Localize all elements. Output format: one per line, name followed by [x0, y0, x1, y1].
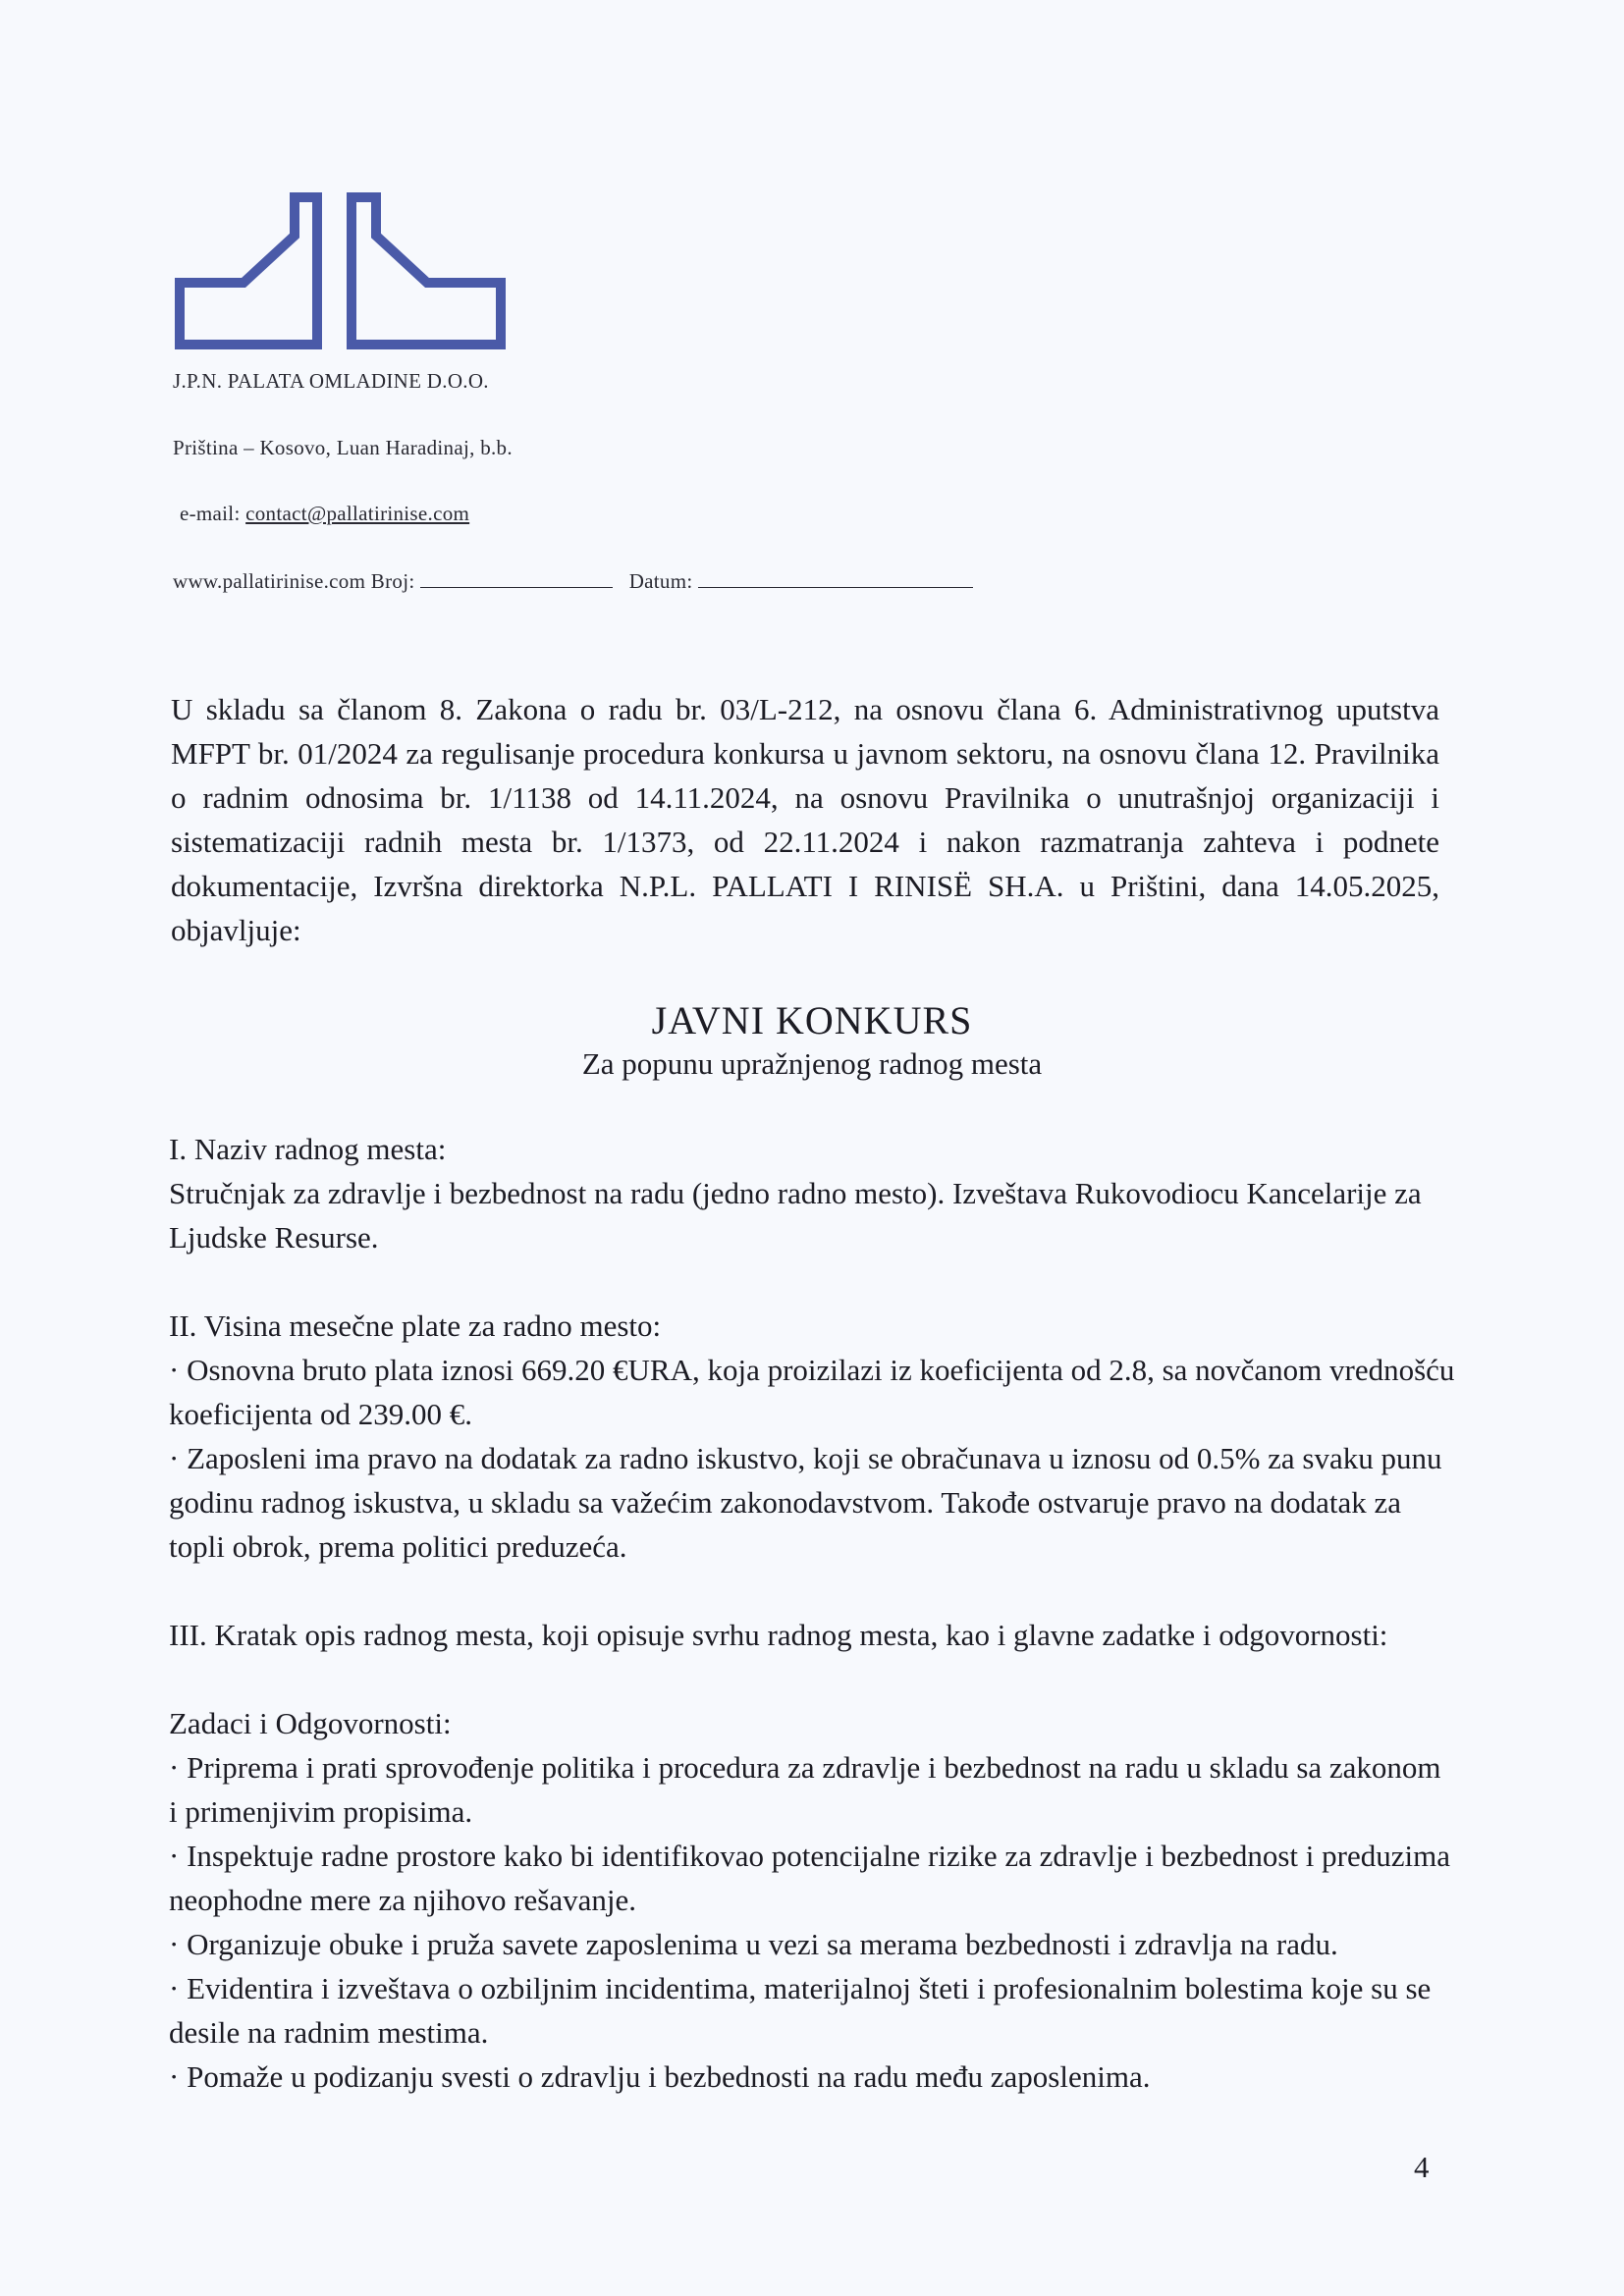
page-number: 4: [1414, 2150, 1430, 2184]
email-link[interactable]: contact@pallatirinise.com: [245, 502, 470, 525]
broj-label: Broj:: [370, 569, 415, 593]
section-1-heading: I. Naziv radnog mesta:: [169, 1132, 447, 1166]
section-3-bullet-2: · Inspektuje radne prostore kako bi identifikovao potencijalne rizike za zdravlje i bezbednost i preduzima neophodne mere za njihovo rešavanje.: [169, 1839, 1450, 1917]
company-email-line: [180, 502, 469, 526]
section-3-bullet-5: · Pomaže u podizanju svesti o zdravlju i bezbednosti na radu među zaposlenima.: [169, 2059, 1151, 2094]
website-link[interactable]: www.pallatirinise.com: [173, 569, 366, 593]
section-3-heading: III. Kratak opis radnog mesta, koji opisuje svrhu radnog mesta, kao i glavne zadatke i odgovornosti:: [169, 1618, 1388, 1652]
section-1-text: Stručnjak za zdravlje i bezbednost na radu (jedno radno mesto). Izveštava Rukovodiocu Kancelarije za Ljudske Resurse.: [169, 1176, 1422, 1255]
section-2-bullet-2: · Zaposleni ima pravo na dodatak za radno iskustvo, koji se obračunava u iznosu od 0.5% za svaku punu godinu radnog iskustva, u skladu sa važećim zakonodavstvom. Takođe ostvaruje pravo na dodatak za topli obrok, prema politici preduzeća.: [169, 1441, 1442, 1564]
email-label: e-mail:: [180, 502, 246, 525]
company-logo: [175, 192, 509, 349]
section-3-bullet-1: · Priprema i prati sprovođenje politika i procedura za zdravlje i bezbednost na radu u skladu sa zakonom i primenjivim propisima.: [169, 1750, 1441, 1829]
broj-field: [420, 569, 613, 588]
section-3-subheading: Zadaci i Odgovornosti:: [169, 1706, 452, 1740]
document-body: [169, 1127, 1455, 2099]
datum-label: Datum:: [628, 569, 693, 593]
section-3-bullet-3: · Organizuje obuke i pruža savete zaposlenima u vezi sa merama bezbednosti i zdravlja na radu.: [169, 1927, 1338, 1961]
website-line: [173, 569, 973, 594]
document-subtitle: Za popunu upražnjenog radnog mesta: [581, 1046, 1043, 1081]
intro-paragraph: U skladu sa članom 8. Zakona o radu br. 03/L-212, na osnovu člana 6. Administrativnog uputstva MFPT br. 01/2024 za regulisanje procedura konkursa u javnom sektoru, na osnovu člana 12. Pravilnika o radnim odnosima br. 1/1138 od 14.11.2024, na osnovu Pravilnika o unutrašnjoj organizaciji i sistematizaciji radnih mesta br. 1/1373, od 22.11.2024 i nakon razmatranja zahteva i podnete dokumentacije, Izvršna direktorka N.P.L. PALLATI I RINISË SH.A. u Prištini, dana 14.05.2025, objavljuje:: [171, 692, 1439, 947]
company-address: Priština – Kosovo, Luan Haradinaj, b.b.: [173, 436, 513, 459]
section-2-heading: II. Visina mesečne plate za radno mesto:: [169, 1308, 662, 1343]
section-3-bullet-4: · Evidentira i izveštava o ozbiljnim incidentima, materijalnoj šteti i profesionalnim bolestima koje su se desile na radnim mestima.: [169, 1971, 1432, 2050]
document-title: JAVNI KONKURS: [651, 998, 973, 1042]
company-name: J.P.N. PALATA OMLADINE D.O.O.: [173, 369, 489, 393]
section-2-bullet-1: · Osnovna bruto plata iznosi 669.20 €URA, koja proizilazi iz koeficijenta od 2.8, sa novčanom vrednošću koeficijenta od 239.00 €.: [169, 1353, 1455, 1431]
datum-field: [698, 569, 973, 588]
